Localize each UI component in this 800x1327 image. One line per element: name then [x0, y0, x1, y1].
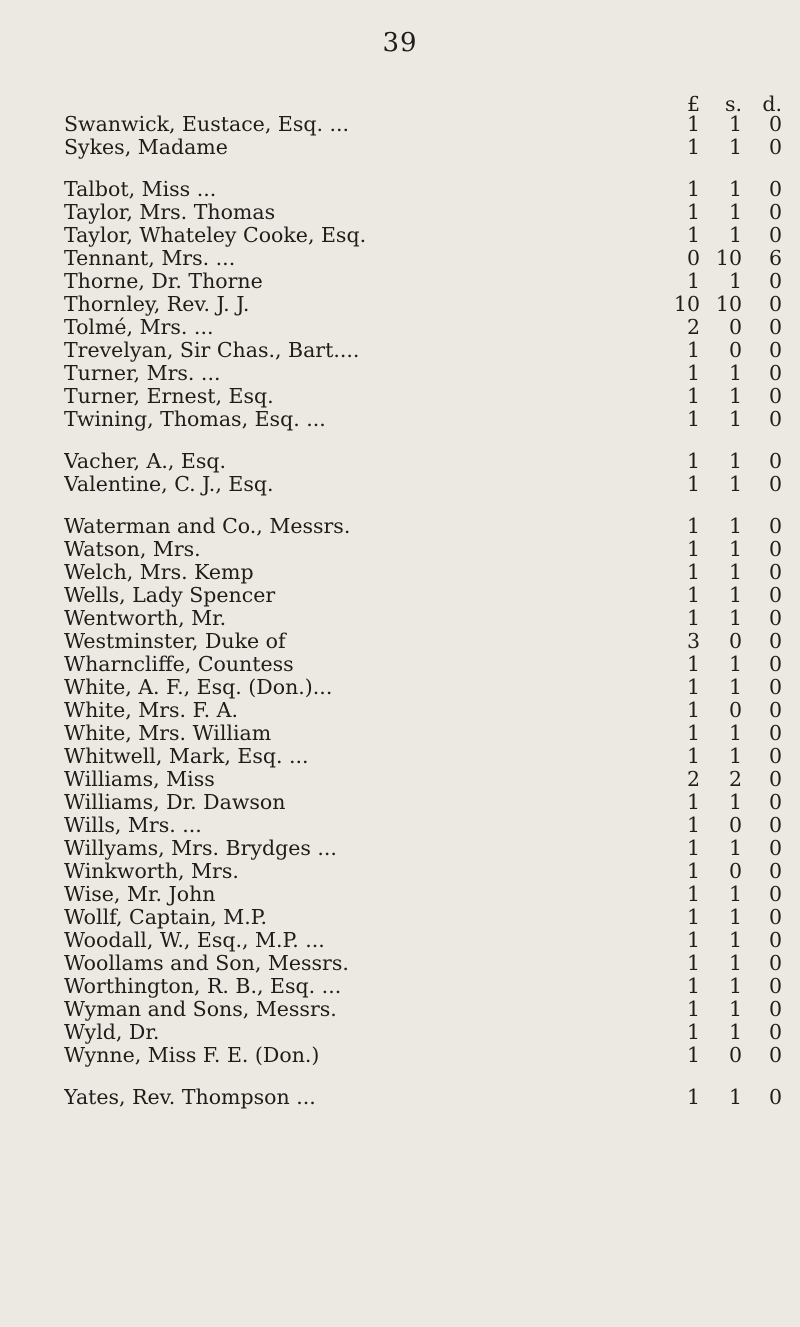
amount-shillings: 0: [728, 813, 742, 837]
amount-shillings: 1: [728, 449, 742, 473]
amount-shillings: 1: [728, 135, 742, 159]
list-item: [64, 744, 782, 767]
amount-shillings: 1: [728, 361, 742, 385]
subscriber-name: Turner, Mrs. ...: [64, 361, 221, 385]
subscriber-name: Wollf, Captain, M.P.: [64, 905, 267, 929]
list-item: [64, 928, 782, 951]
list-item: [64, 790, 782, 813]
list-item: [64, 583, 782, 606]
amount-pence: 0: [768, 629, 782, 653]
amount-pence: 0: [768, 338, 782, 362]
subscriber-name: Wynne, Miss F. E. (Don.): [64, 1043, 320, 1067]
amount-pence: 0: [768, 652, 782, 676]
list-item: [64, 449, 782, 472]
subscriber-name: Twining, Thomas, Esq. ...: [64, 407, 326, 431]
amount-pounds: 1: [686, 721, 700, 745]
pence-header: d.: [762, 92, 782, 116]
amount-shillings: 1: [728, 675, 742, 699]
amount-shillings: 1: [728, 928, 742, 952]
list-item: [64, 560, 782, 583]
list-item: [64, 767, 782, 790]
list-item: [64, 135, 782, 158]
amount-pence: 0: [768, 836, 782, 860]
page-number: 39: [382, 28, 418, 58]
amount-pounds: 1: [686, 200, 700, 224]
list-item: [64, 813, 782, 836]
amount-pence: 0: [768, 269, 782, 293]
amount-pence: 0: [768, 537, 782, 561]
amount-shillings: 1: [728, 905, 742, 929]
amount-pence: 0: [768, 721, 782, 745]
amount-pounds: 1: [686, 744, 700, 768]
subscriber-name: Woodall, W., Esq., M.P. ...: [64, 928, 325, 952]
subscriber-name: Wentworth, Mr.: [64, 606, 227, 630]
list-item: [64, 652, 782, 675]
amount-pence: 0: [768, 974, 782, 998]
amount-shillings: 1: [728, 537, 742, 561]
subscriber-name: Wills, Mrs. ...: [64, 813, 202, 837]
amount-pence: 0: [768, 177, 782, 201]
amount-shillings: 1: [728, 951, 742, 975]
subscriber-name: White, Mrs. William: [64, 721, 272, 745]
list-item: [64, 514, 782, 537]
amount-pounds: 1: [686, 997, 700, 1021]
subscriber-name: Waterman and Co., Messrs.: [64, 514, 351, 538]
amount-pounds: 2: [686, 315, 700, 339]
amount-pence: 0: [768, 560, 782, 584]
amount-pence: 0: [768, 135, 782, 159]
subscriber-name: Watson, Mrs.: [64, 537, 201, 561]
subscriber-name: Tennant, Mrs. ...: [64, 246, 236, 270]
group-separator: [64, 158, 782, 177]
list-item: [64, 1085, 782, 1108]
amount-pounds: 1: [686, 135, 700, 159]
amount-pence: 0: [768, 292, 782, 316]
list-item: [64, 200, 782, 223]
amount-pounds: 1: [686, 583, 700, 607]
amount-pounds: 1: [686, 514, 700, 538]
amount-pence: 0: [768, 951, 782, 975]
amount-pence: 0: [768, 790, 782, 814]
amount-pounds: 1: [686, 112, 700, 136]
list-item: [64, 246, 782, 269]
list-item: [64, 269, 782, 292]
amount-shillings: 1: [728, 223, 742, 247]
subscriber-name: Tolmé, Mrs. ...: [64, 315, 214, 339]
group-separator: [64, 430, 782, 449]
amount-pence: 0: [768, 361, 782, 385]
amount-pence: 0: [768, 1043, 782, 1067]
amount-pence: 0: [768, 675, 782, 699]
subscriber-name: Williams, Dr. Dawson: [64, 790, 286, 814]
amount-pence: 0: [768, 200, 782, 224]
amount-pounds: 2: [686, 767, 700, 791]
list-item: [64, 472, 782, 495]
amount-shillings: 10: [715, 246, 742, 270]
list-item: [64, 361, 782, 384]
subscriber-name: Worthington, R. B., Esq. ...: [64, 974, 342, 998]
amount-pounds: 1: [686, 905, 700, 929]
amount-pounds: 1: [686, 1043, 700, 1067]
amount-pounds: 1: [686, 813, 700, 837]
amount-pence: 0: [768, 606, 782, 630]
amount-shillings: 1: [728, 974, 742, 998]
amount-pence: 0: [768, 859, 782, 883]
amount-shillings: 0: [728, 1043, 742, 1067]
list-item: [64, 997, 782, 1020]
amount-shillings: 1: [728, 177, 742, 201]
subscriber-name: Wise, Mr. John: [64, 882, 216, 906]
amount-shillings: 1: [728, 560, 742, 584]
amount-pounds: 1: [686, 790, 700, 814]
amount-shillings: 1: [728, 652, 742, 676]
amount-pence: 0: [768, 384, 782, 408]
amount-pounds: 0: [686, 246, 700, 270]
amount-pounds: 1: [686, 675, 700, 699]
amount-shillings: 1: [728, 407, 742, 431]
amount-pounds: 1: [686, 698, 700, 722]
amount-pounds: 1: [686, 384, 700, 408]
list-item: [64, 721, 782, 744]
amount-shillings: 0: [728, 629, 742, 653]
list-item: [64, 537, 782, 560]
subscriber-name: White, Mrs. F. A.: [64, 698, 238, 722]
subscriber-name: Thorne, Dr. Thorne: [64, 269, 263, 293]
amount-pence: 6: [768, 246, 782, 270]
list-item: [64, 905, 782, 928]
group-separator: [64, 1066, 782, 1085]
amount-pounds: 1: [686, 407, 700, 431]
subscriber-name: Taylor, Whateley Cooke, Esq.: [64, 223, 367, 247]
amount-pounds: 1: [686, 560, 700, 584]
subscriber-name: Valentine, C. J., Esq.: [64, 472, 274, 496]
amount-shillings: 1: [728, 744, 742, 768]
amount-pounds: 1: [686, 859, 700, 883]
amount-shillings: 1: [728, 790, 742, 814]
subscriber-name: Yates, Rev. Thompson ...: [64, 1085, 316, 1109]
amount-pounds: 1: [686, 951, 700, 975]
amount-shillings: 1: [728, 1085, 742, 1109]
amount-pence: 0: [768, 315, 782, 339]
amount-shillings: 0: [728, 859, 742, 883]
subscriber-name: Thornley, Rev. J. J.: [64, 292, 250, 316]
list-item: [64, 384, 782, 407]
subscriber-name: Turner, Ernest, Esq.: [64, 384, 274, 408]
amount-pence: 0: [768, 744, 782, 768]
amount-shillings: 1: [728, 514, 742, 538]
shillings-header: s.: [724, 92, 742, 116]
amount-shillings: 2: [728, 767, 742, 791]
subscriber-name: Wells, Lady Spencer: [64, 583, 276, 607]
amount-pounds: 1: [686, 223, 700, 247]
list-item: [64, 629, 782, 652]
amount-pounds: 1: [686, 836, 700, 860]
amount-pence: 0: [768, 1085, 782, 1109]
amount-pounds: 1: [686, 652, 700, 676]
amount-shillings: 1: [728, 721, 742, 745]
amount-pence: 0: [768, 1020, 782, 1044]
subscriber-name: Wharncliffe, Countess: [64, 652, 294, 676]
list-item: [64, 675, 782, 698]
amount-pence: 0: [768, 698, 782, 722]
list-item: [64, 1020, 782, 1043]
subscriber-name: Wyman and Sons, Messrs.: [64, 997, 337, 1021]
subscriber-name: Trevelyan, Sir Chas., Bart....: [64, 338, 360, 362]
amount-shillings: 0: [728, 698, 742, 722]
amount-shillings: 10: [715, 292, 742, 316]
amount-shillings: 1: [728, 583, 742, 607]
amount-pence: 0: [768, 767, 782, 791]
subscriber-name: Williams, Miss: [64, 767, 215, 791]
subscriber-name: Sykes, Madame: [64, 135, 228, 159]
list-item: [64, 974, 782, 997]
amount-pounds: 1: [686, 882, 700, 906]
subscriber-name: Winkworth, Mrs.: [64, 859, 239, 883]
subscriber-name: Vacher, A., Esq.: [64, 449, 227, 473]
amount-pounds: 1: [686, 974, 700, 998]
amount-shillings: 0: [728, 338, 742, 362]
list-item: [64, 338, 782, 361]
group-separator: [64, 495, 782, 514]
subscriber-name: Talbot, Miss ...: [64, 177, 217, 201]
amount-pounds: 1: [686, 449, 700, 473]
amount-pounds: 1: [686, 177, 700, 201]
amount-pounds: 10: [673, 292, 700, 316]
amount-pence: 0: [768, 813, 782, 837]
amount-shillings: 1: [728, 200, 742, 224]
amount-pence: 0: [768, 583, 782, 607]
amount-pounds: 1: [686, 928, 700, 952]
list-item: [64, 315, 782, 338]
pounds-header: £: [686, 92, 700, 116]
amount-shillings: 1: [728, 606, 742, 630]
entry-groups: [64, 112, 782, 1108]
subscriber-name: Taylor, Mrs. Thomas: [64, 200, 276, 224]
amount-pounds: 1: [686, 361, 700, 385]
amount-pence: 0: [768, 997, 782, 1021]
subscriber-name: Woollams and Son, Messrs.: [64, 951, 349, 975]
subscriber-name: Willyams, Mrs. Brydges ...: [64, 836, 337, 860]
subscriber-name: White, A. F., Esq. (Don.)...: [64, 675, 333, 699]
amount-shillings: 1: [728, 112, 742, 136]
amount-pounds: 1: [686, 472, 700, 496]
list-item: [64, 1043, 782, 1066]
amount-shillings: 1: [728, 836, 742, 860]
amount-pence: 0: [768, 112, 782, 136]
amount-pounds: 1: [686, 338, 700, 362]
list-item: [64, 407, 782, 430]
amount-pounds: 3: [686, 629, 700, 653]
amount-shillings: 1: [728, 997, 742, 1021]
list-item: [64, 836, 782, 859]
list-item: [64, 859, 782, 882]
amount-shillings: 1: [728, 269, 742, 293]
amount-pounds: 1: [686, 1085, 700, 1109]
amount-pence: 0: [768, 905, 782, 929]
amount-pounds: 1: [686, 1020, 700, 1044]
list-item: [64, 882, 782, 905]
amount-pounds: 1: [686, 269, 700, 293]
amount-shillings: 1: [728, 1020, 742, 1044]
amount-pence: 0: [768, 472, 782, 496]
subscription-list: [64, 92, 782, 1108]
list-item: [64, 698, 782, 721]
amount-pounds: 1: [686, 537, 700, 561]
amount-shillings: 1: [728, 472, 742, 496]
amount-pounds: 1: [686, 606, 700, 630]
column-headers: [64, 92, 782, 116]
list-item: [64, 177, 782, 200]
amount-pence: 0: [768, 223, 782, 247]
amount-shillings: 1: [728, 384, 742, 408]
subscriber-name: Westminster, Duke of: [64, 629, 286, 653]
list-item: [64, 606, 782, 629]
amount-shillings: 1: [728, 882, 742, 906]
list-item: [64, 292, 782, 315]
subscriber-name: Swanwick, Eustace, Esq. ...: [64, 112, 350, 136]
subscriber-name: Wyld, Dr.: [64, 1020, 160, 1044]
list-item: [64, 112, 782, 135]
list-item: [64, 951, 782, 974]
amount-pence: 0: [768, 407, 782, 431]
amount-shillings: 0: [728, 315, 742, 339]
subscriber-name: Whitwell, Mark, Esq. ...: [64, 744, 309, 768]
amount-pence: 0: [768, 928, 782, 952]
subscriber-name: Welch, Mrs. Kemp: [64, 560, 254, 584]
amount-pence: 0: [768, 882, 782, 906]
amount-pence: 0: [768, 514, 782, 538]
list-item: [64, 223, 782, 246]
amount-pence: 0: [768, 449, 782, 473]
